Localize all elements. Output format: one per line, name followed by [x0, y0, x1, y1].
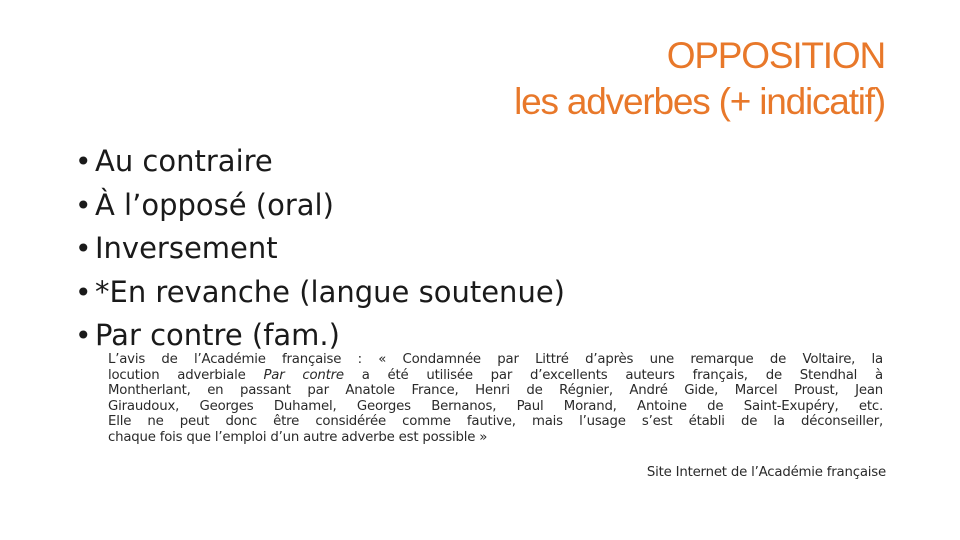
quote-line: L’avis de l’Académie française : « Condamnée par Littré d’après une remarque de Voltaire, la	[108, 352, 883, 367]
bullet-text: Par contre (fam.)	[95, 318, 340, 352]
list-item	[75, 227, 565, 271]
title-line-1: OPPOSITION	[666, 35, 885, 76]
bullet-text: *En revanche (langue soutenue)	[95, 274, 565, 309]
bullet-marker: •	[75, 319, 92, 352]
quote-text: locution adverbiale	[108, 367, 264, 383]
bullet-text: Au contraire	[95, 144, 273, 178]
bullet-marker: •	[75, 188, 92, 222]
bullet-marker: •	[75, 145, 92, 178]
quote-line: Giraudoux, Georges Duhamel, Georges Bernanos, Paul Morand, Antoine de Saint-Exupéry, etc.	[108, 398, 883, 414]
list-item	[75, 271, 565, 315]
quote-line: chaque fois que l’emploi d’un autre adverbe est possible »	[108, 429, 488, 445]
slide-title	[514, 33, 885, 125]
quote-source: Site Internet de l’Académie française	[646, 465, 886, 480]
quote-line: Elle ne peut donc être considérée comme fautive, mais l’usage s’est établi de la déconseiller,	[108, 414, 883, 429]
quote-text: a été utilisée par d’excellents auteurs français, de Stendhal à	[343, 367, 883, 383]
list-item	[75, 314, 565, 358]
bullet-list	[75, 140, 565, 358]
bullet-text: Inversement	[95, 231, 278, 265]
title-line-2: les adverbes (+ indicatif)	[514, 81, 885, 122]
academie-quote	[108, 352, 883, 445]
list-item	[75, 184, 565, 228]
bullet-marker: •	[75, 275, 92, 309]
bullet-text: À l’opposé (oral)	[95, 187, 334, 222]
list-item	[75, 140, 565, 184]
bullet-marker: •	[75, 232, 92, 265]
quote-line	[108, 368, 883, 384]
quote-line: Montherlant, en passant par Anatole France, Henri de Régnier, André Gide, Marcel Proust, Jean	[108, 383, 883, 398]
quote-emphasis: Par contre	[263, 367, 344, 383]
